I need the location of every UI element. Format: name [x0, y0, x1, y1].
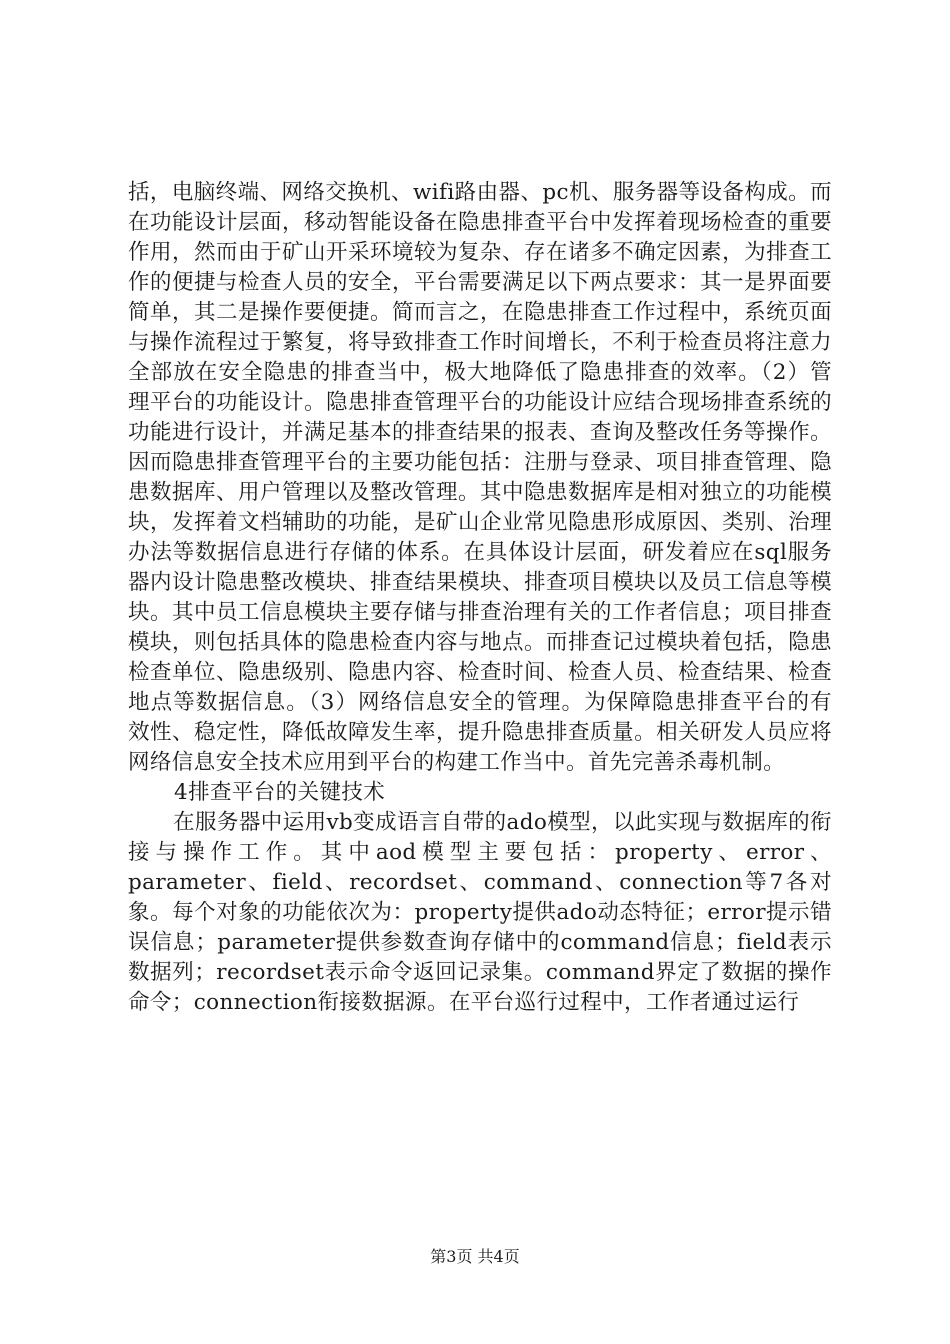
section-heading: 4排查平台的关键技术	[174, 780, 386, 805]
page-footer: 第3页 共4页	[430, 1247, 520, 1266]
body-paragraph: 在服务器中运用vb变成语言自带的ado模型，以此实现与数据库的衔接与操作工作。其中aod模型主要包括：property、error、parameter、field、recordset、command、connection等7各对象。每个对象的功能依次为：property提供ado动态特征；error提示错误信息；parameter提供参数查询存储中的command信息；field表示数据列；recordset表示命令返回记录集。command界定了数据的操作命令；connection衔接数据源。在平台巡行过程中，工作者通过运行	[128, 810, 832, 1015]
body-paragraph: 括，电脑终端、网络交换机、wifi路由器、pc机、服务器等设备构成。而在功能设计层面，移动智能设备在隐患排查平台中发挥着现场检查的重要作用，然而由于矿山开采环境较为复杂、存在诸多不确定因素，为排查工作的便捷与检查人员的安全，平台需要满足以下两点要求：其一是界面要简单，其二是操作要便捷。简而言之，在隐患排查工作过程中，系统页面与操作流程过于繁复，将导致排查工作时间增长，不利于检查员将注意力全部放在安全隐患的排查当中，极大地降低了隐患排查的效率。（2）管理平台的功能设计。隐患排查管理平台的功能设计应结合现场排查系统的功能进行设计，并满足基本的排查结果的报表、查询及整改任务等操作。因而隐患排查管理平台的主要功能包括：注册与登录、项目排查管理、隐患数据库、用户管理以及整改管理。其中隐患数据库是相对独立的功能模块，发挥着文档辅助的功能，是矿山企业常见隐患形成原因、类别、治理办法等数据信息进行存储的体系。在具体设计层面，研发着应在sql服务器内设计隐患整改模块、排查结果模块、排查项目模块以及员工信息等模块。其中员工信息模块主要存储与排查治理有关的工作者信息；项目排查模块，则包括具体的隐患检查内容与地点。而排查记过模块着包括，隐患检查单位、隐患级别、隐患内容、检查时间、检查人员、检查结果、检查地点等数据信息。（3）网络信息安全的管理。为保障隐患排查平台的有效性、稳定性，降低故障发生率，提升隐患排查质量。相关研发人员应将网络信息安全技术应用到平台的构建工作当中。首先完善杀毒机制。	[128, 180, 832, 775]
document-body	[128, 178, 832, 1018]
